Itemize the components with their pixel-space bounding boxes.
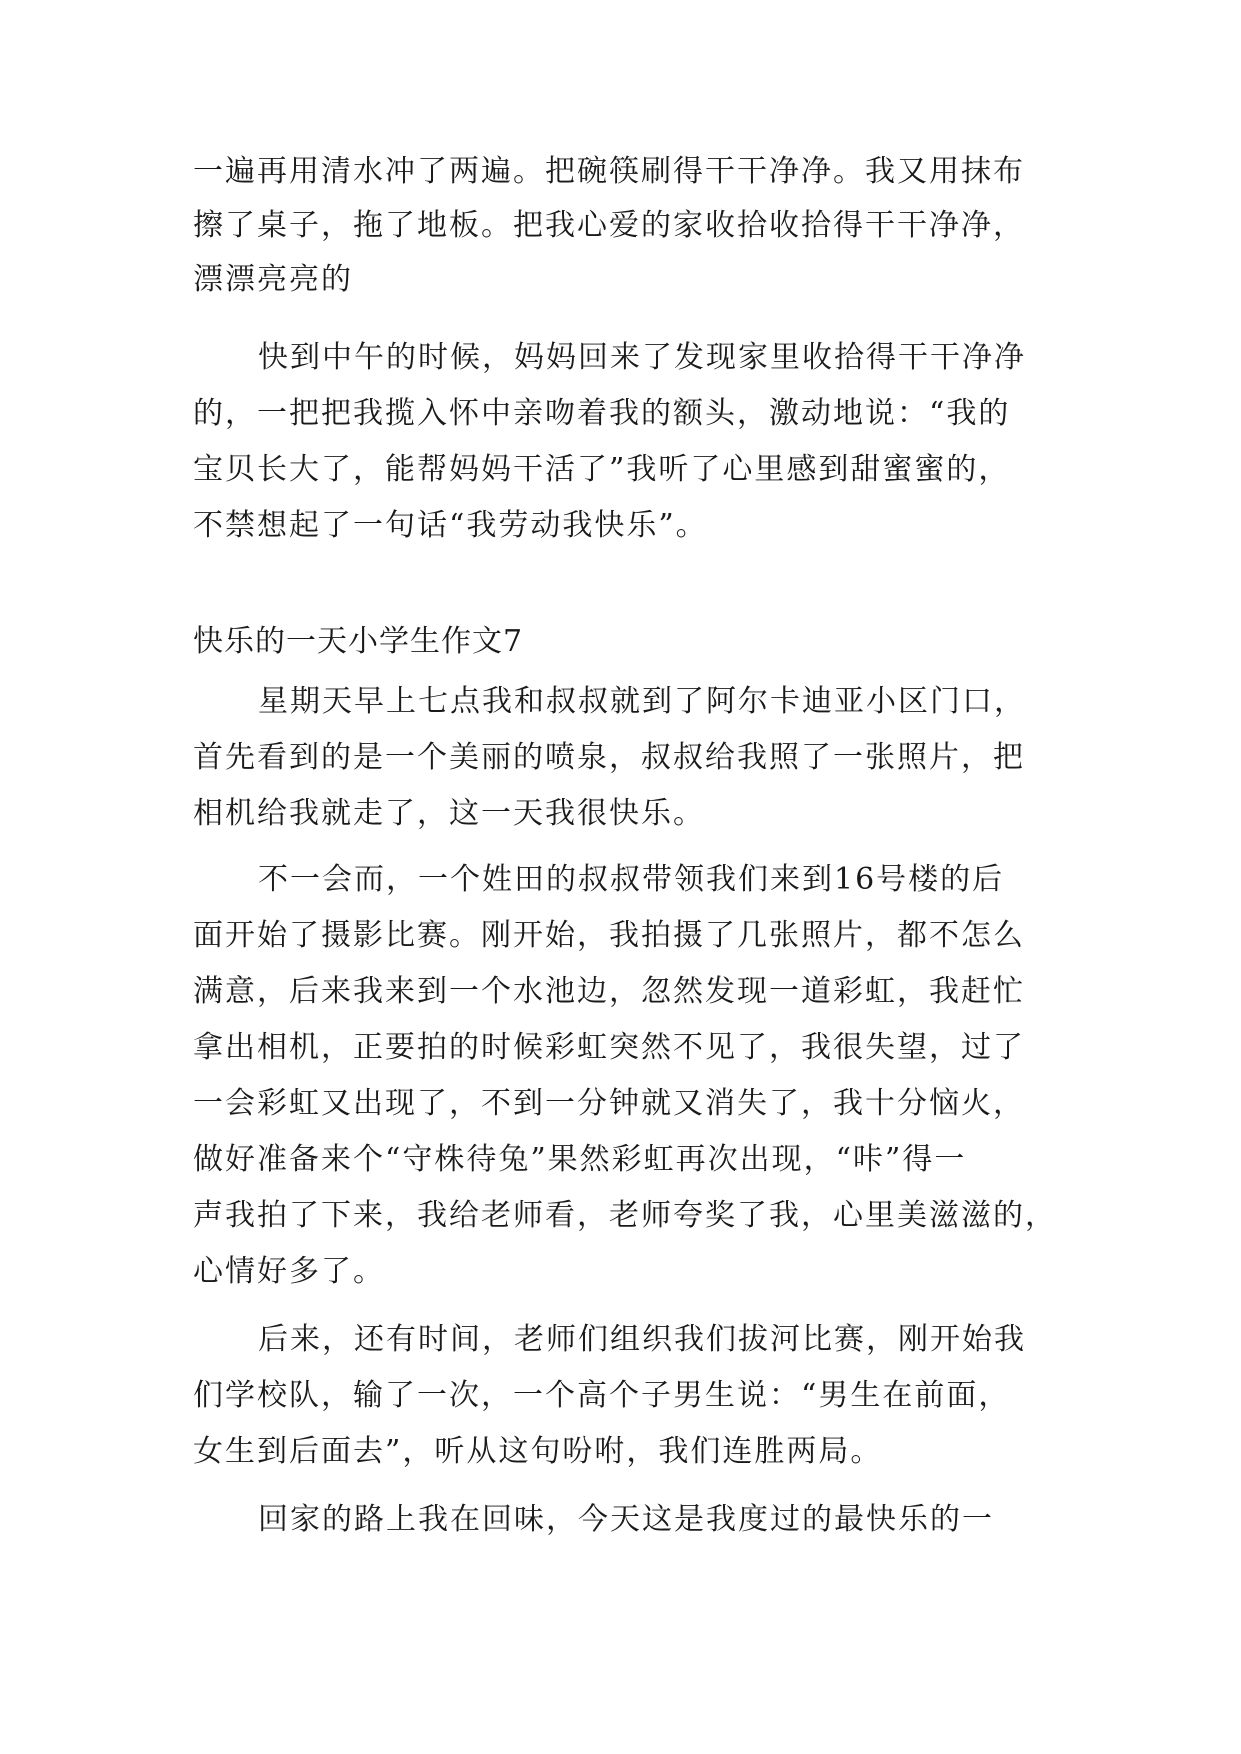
paragraph-line: 一遍再用清水冲了两遍。把碗筷刷得干干净净。我又用抹布	[193, 154, 1025, 189]
paragraph-line: 声我拍了下来，我给老师看，老师夸奖了我，心里美滋滋的，	[193, 1198, 1057, 1233]
paragraph-line: 拿出相机，正要拍的时候彩虹突然不见了，我很失望，过了	[193, 1030, 1025, 1065]
paragraph-line: 们学校队，输了一次，一个高个子男生说：“男生在前面，	[193, 1378, 1011, 1413]
paragraph-line: 宝贝长大了，能帮妈妈干活了”我听了心里感到甜蜜蜜的，	[193, 452, 1011, 487]
paragraph-line: 回家的路上我在回味，今天这是我度过的最快乐的一	[258, 1502, 994, 1537]
paragraph-line: 做好准备来个“守株待兔”果然彩虹再次出现，“咔”得一	[193, 1142, 967, 1177]
paragraph-line: 擦了桌子，拖了地板。把我心爱的家收拾收拾得干干净净，	[193, 208, 1025, 243]
paragraph-line: 快到中午的时候，妈妈回来了发现家里收拾得干干净净	[258, 340, 1026, 375]
paragraph-line: 后来，还有时间，老师们组织我们拔河比赛，刚开始我	[258, 1322, 1026, 1357]
paragraph-line: 满意，后来我来到一个水池边，忽然发现一道彩虹，我赶忙	[193, 974, 1025, 1009]
paragraph-line: 面开始了摄影比赛。刚开始，我拍摄了几张照片，都不怎么	[193, 918, 1025, 953]
paragraph-line: 不一会而，一个姓田的叔叔带领我们来到16号楼的后	[258, 862, 1005, 897]
paragraph-line: 相机给我就走了，这一天我很快乐。	[193, 796, 705, 831]
paragraph-line: 漂漂亮亮的	[193, 262, 353, 297]
paragraph-line: 一会彩虹又出现了，不到一分钟就又消失了，我十分恼火，	[193, 1086, 1025, 1121]
paragraph-line: 心情好多了。	[193, 1254, 385, 1289]
paragraph-line: 的，一把把我揽入怀中亲吻着我的额头，激动地说：“我的	[193, 396, 1011, 431]
section-title: 快乐的一天小学生作文7	[193, 624, 524, 659]
paragraph-line: 首先看到的是一个美丽的喷泉，叔叔给我照了一张照片，把	[193, 740, 1025, 775]
paragraph-line: 女生到后面去”，听从这句吩咐，我们连胜两局。	[193, 1434, 883, 1469]
paragraph-line: 不禁想起了一句话“我劳动我快乐”。	[193, 508, 708, 543]
paragraph-line: 星期天早上七点我和叔叔就到了阿尔卡迪亚小区门口，	[258, 684, 1026, 719]
